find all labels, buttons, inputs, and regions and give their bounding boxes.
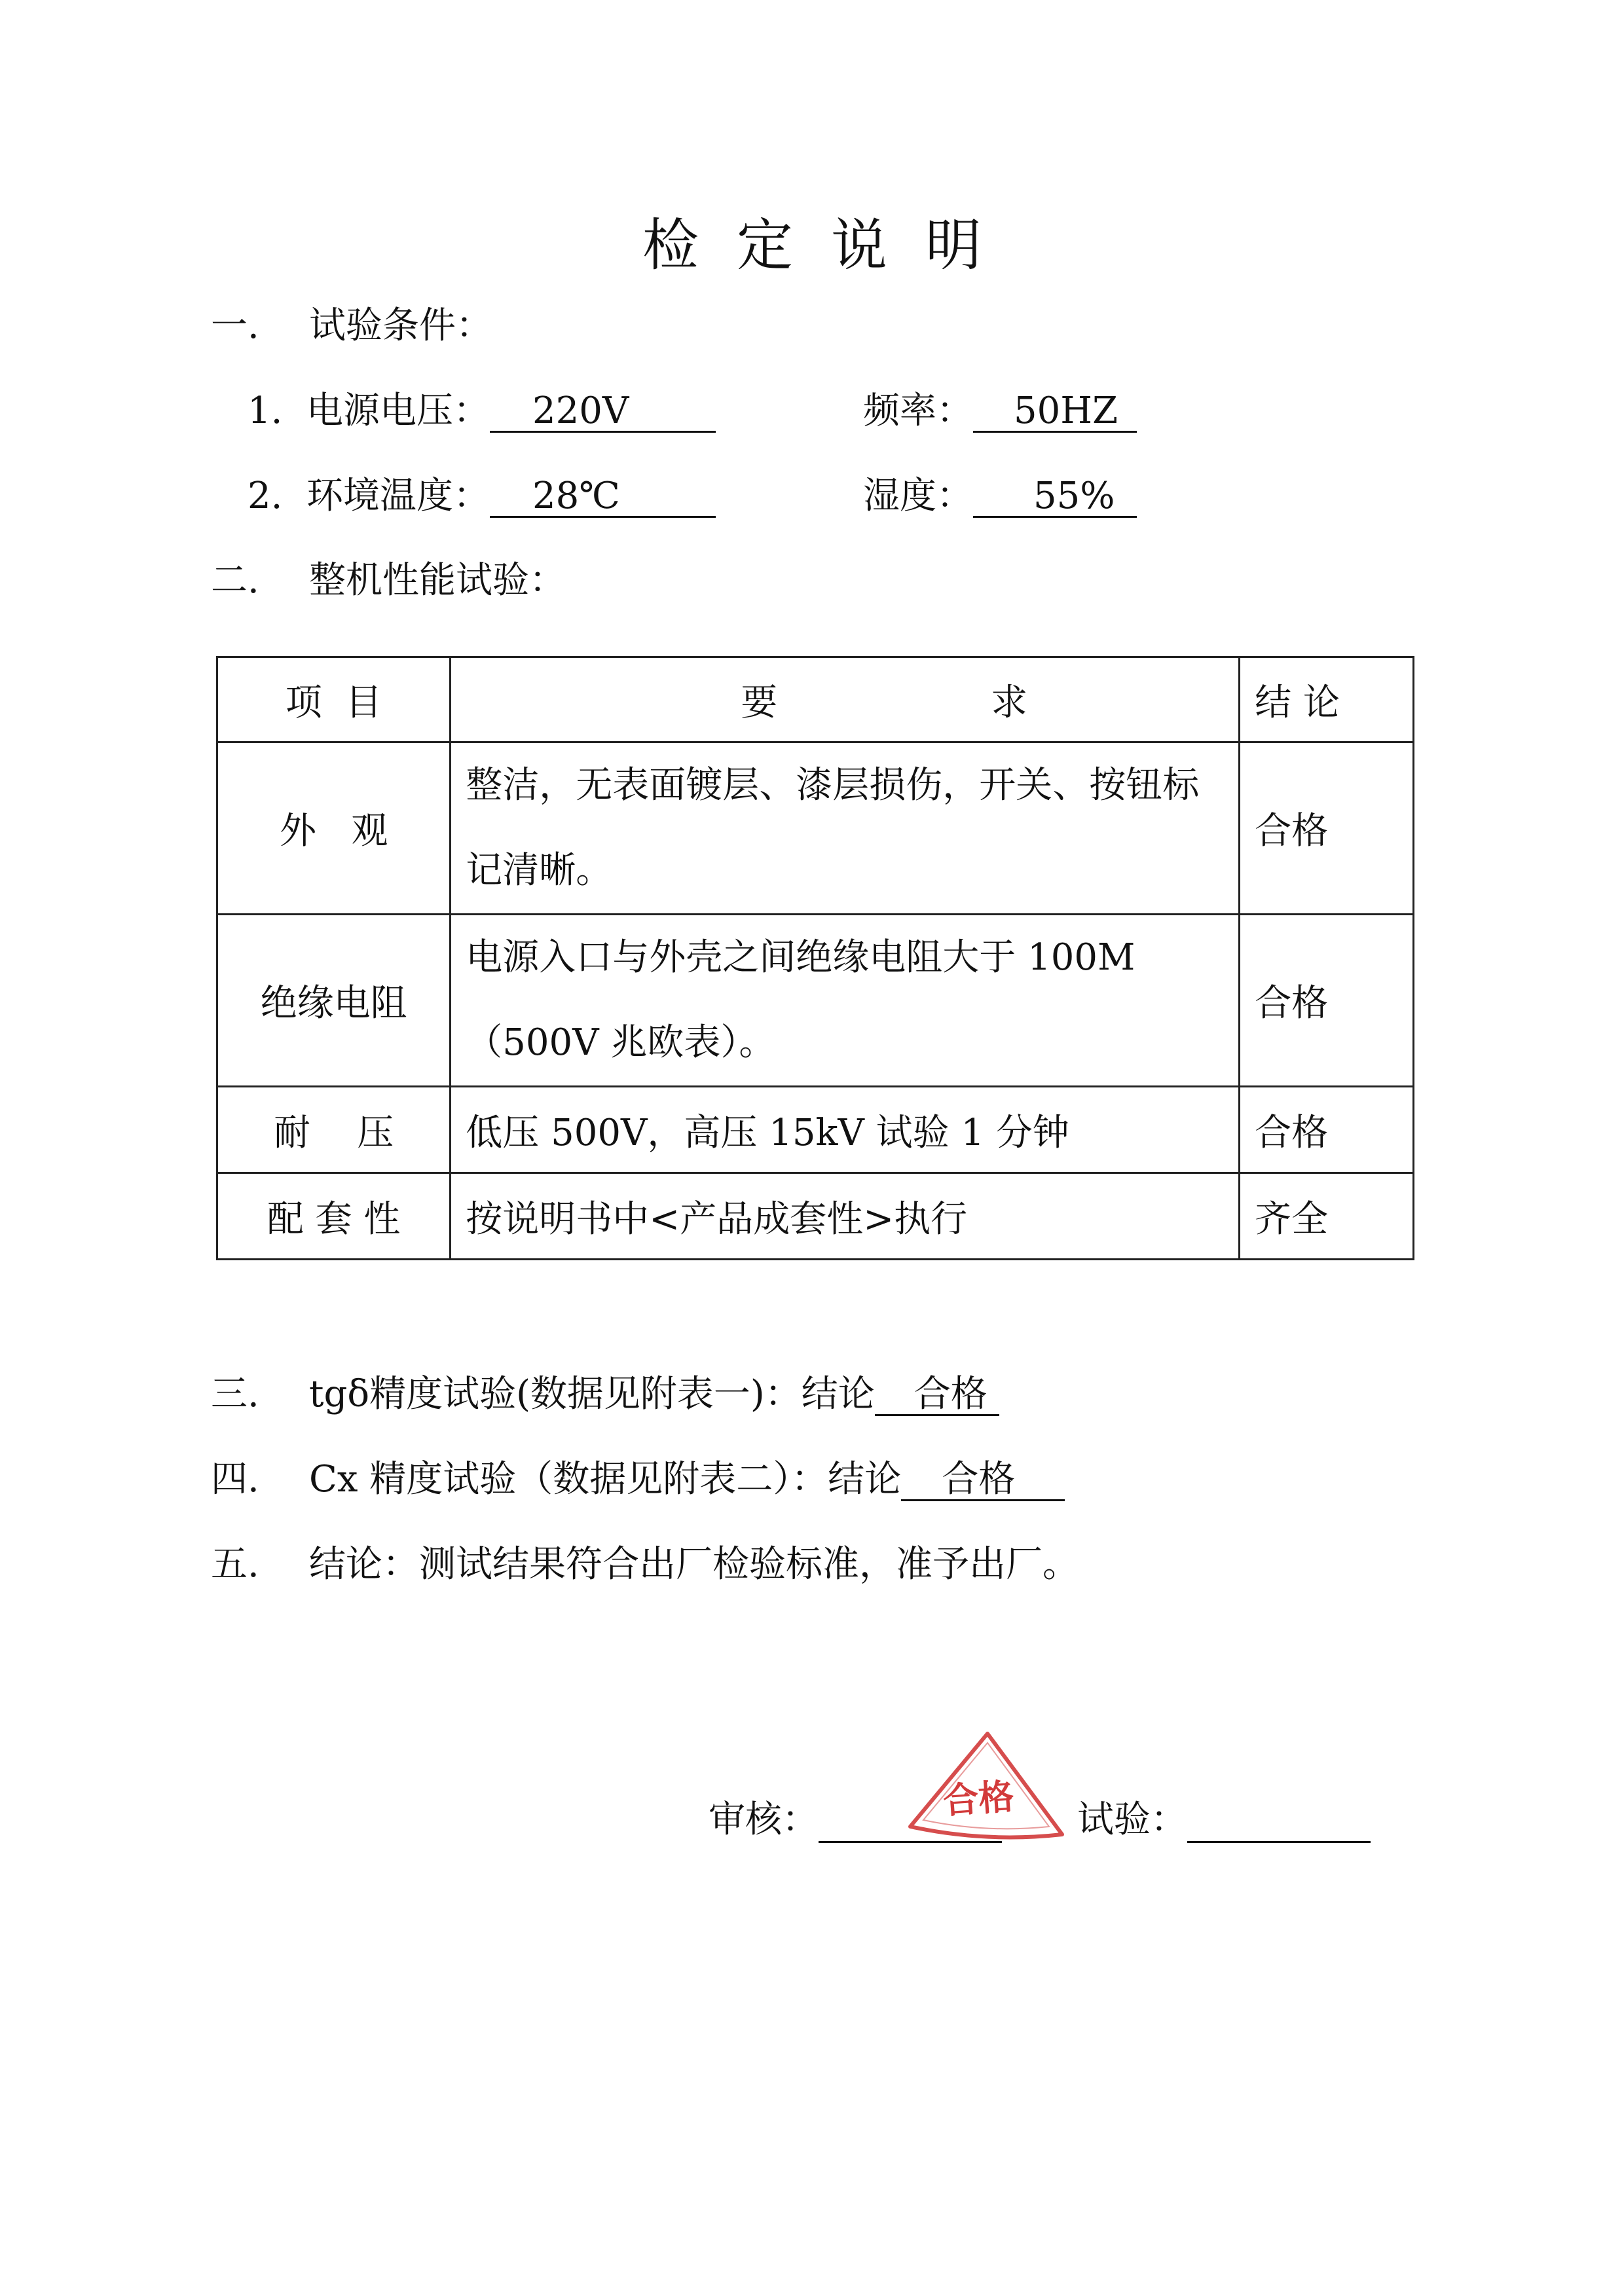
temperature-field	[490, 477, 716, 518]
section-2-heading	[211, 558, 566, 604]
humidity-field	[973, 477, 1137, 518]
voltage-value: 220V	[532, 390, 629, 432]
header-result: 结 论	[1240, 657, 1414, 742]
humidity-value: 55%	[1033, 475, 1115, 517]
test-label: 试验：	[1077, 1798, 1187, 1841]
table-row	[217, 1173, 1414, 1260]
section-5-number: 五.	[211, 1543, 259, 1586]
condition-row-1	[248, 388, 716, 434]
section-4-label: Cx 精度试验（数据见附表二）：结论	[309, 1458, 902, 1501]
condition-2-number: 2.	[248, 475, 283, 517]
section-3-number: 三.	[211, 1373, 259, 1415]
row-result: 合格	[1240, 742, 1414, 915]
row-item-insulation: 绝缘电阻	[217, 915, 451, 1087]
section-2-number: 二.	[211, 559, 259, 602]
row-requirement: 整洁，无表面镀层、漆层损伤，开关、按钮标记清晰。	[451, 742, 1240, 915]
section-3-value: 合格	[913, 1373, 987, 1415]
section-3-field	[875, 1375, 999, 1416]
voltage-label: 电源电压：	[306, 390, 490, 432]
row-result: 齐全	[1240, 1173, 1414, 1260]
row-requirement: 按说明书中<产品成套性>执行	[451, 1173, 1240, 1260]
section-3-label: tgδ精度试验(数据见附表一)：结论	[309, 1373, 875, 1415]
frequency-value: 50HZ	[1014, 390, 1118, 432]
condition-row-2	[248, 473, 716, 519]
table-row	[217, 1087, 1414, 1173]
section-4-number: 四.	[211, 1458, 259, 1501]
header-item: 项 目	[217, 657, 451, 742]
table-header-row	[217, 657, 1414, 742]
row-item-completeness: 配 套 性	[217, 1173, 451, 1260]
row-requirement: 电源入口与外壳之间绝缘电阻大于 100M（500V 兆欧表）。	[451, 915, 1240, 1087]
row-result: 合格	[1240, 1087, 1414, 1173]
row-result: 合格	[1240, 915, 1414, 1087]
row-requirement: 低压 500V，高压 15kV 试验 1 分钟	[451, 1087, 1240, 1173]
section-4-field	[901, 1460, 1065, 1501]
section-2-label: 整机性能试验：	[309, 559, 566, 602]
row-item-withstand: 耐 压	[217, 1087, 451, 1173]
temperature-value: 28℃	[532, 475, 620, 517]
table-row	[217, 915, 1414, 1087]
section-5	[211, 1542, 1079, 1588]
stamp-text: 合格	[942, 1776, 1016, 1822]
section-1-label: 试验条件：	[309, 304, 492, 347]
review-label: 审核：	[709, 1798, 819, 1841]
section-5-text: 结论：测试结果符合出厂检验标准，准予出厂。	[309, 1543, 1079, 1586]
temperature-label: 环境温度：	[306, 475, 490, 517]
test-signature-line	[1187, 1808, 1371, 1843]
performance-table	[216, 656, 1414, 1260]
section-4	[211, 1457, 1065, 1503]
humidity-label: 湿度：	[863, 475, 973, 517]
frequency-label: 频率：	[863, 390, 973, 432]
page-title: 检定说明	[642, 213, 1020, 278]
humidity-row	[863, 473, 1137, 519]
section-3	[211, 1372, 999, 1417]
section-4-value: 合格	[942, 1458, 1016, 1501]
condition-1-number: 1.	[248, 390, 283, 432]
table-row	[217, 742, 1414, 915]
row-item-appearance: 外 观	[217, 742, 451, 915]
section-1-number: 一.	[211, 304, 259, 347]
frequency-row	[863, 388, 1137, 434]
section-1-heading	[211, 303, 492, 349]
test-signature	[1077, 1797, 1371, 1843]
frequency-field	[973, 392, 1137, 433]
voltage-field	[490, 392, 716, 433]
header-requirement: 要 求	[451, 657, 1240, 742]
